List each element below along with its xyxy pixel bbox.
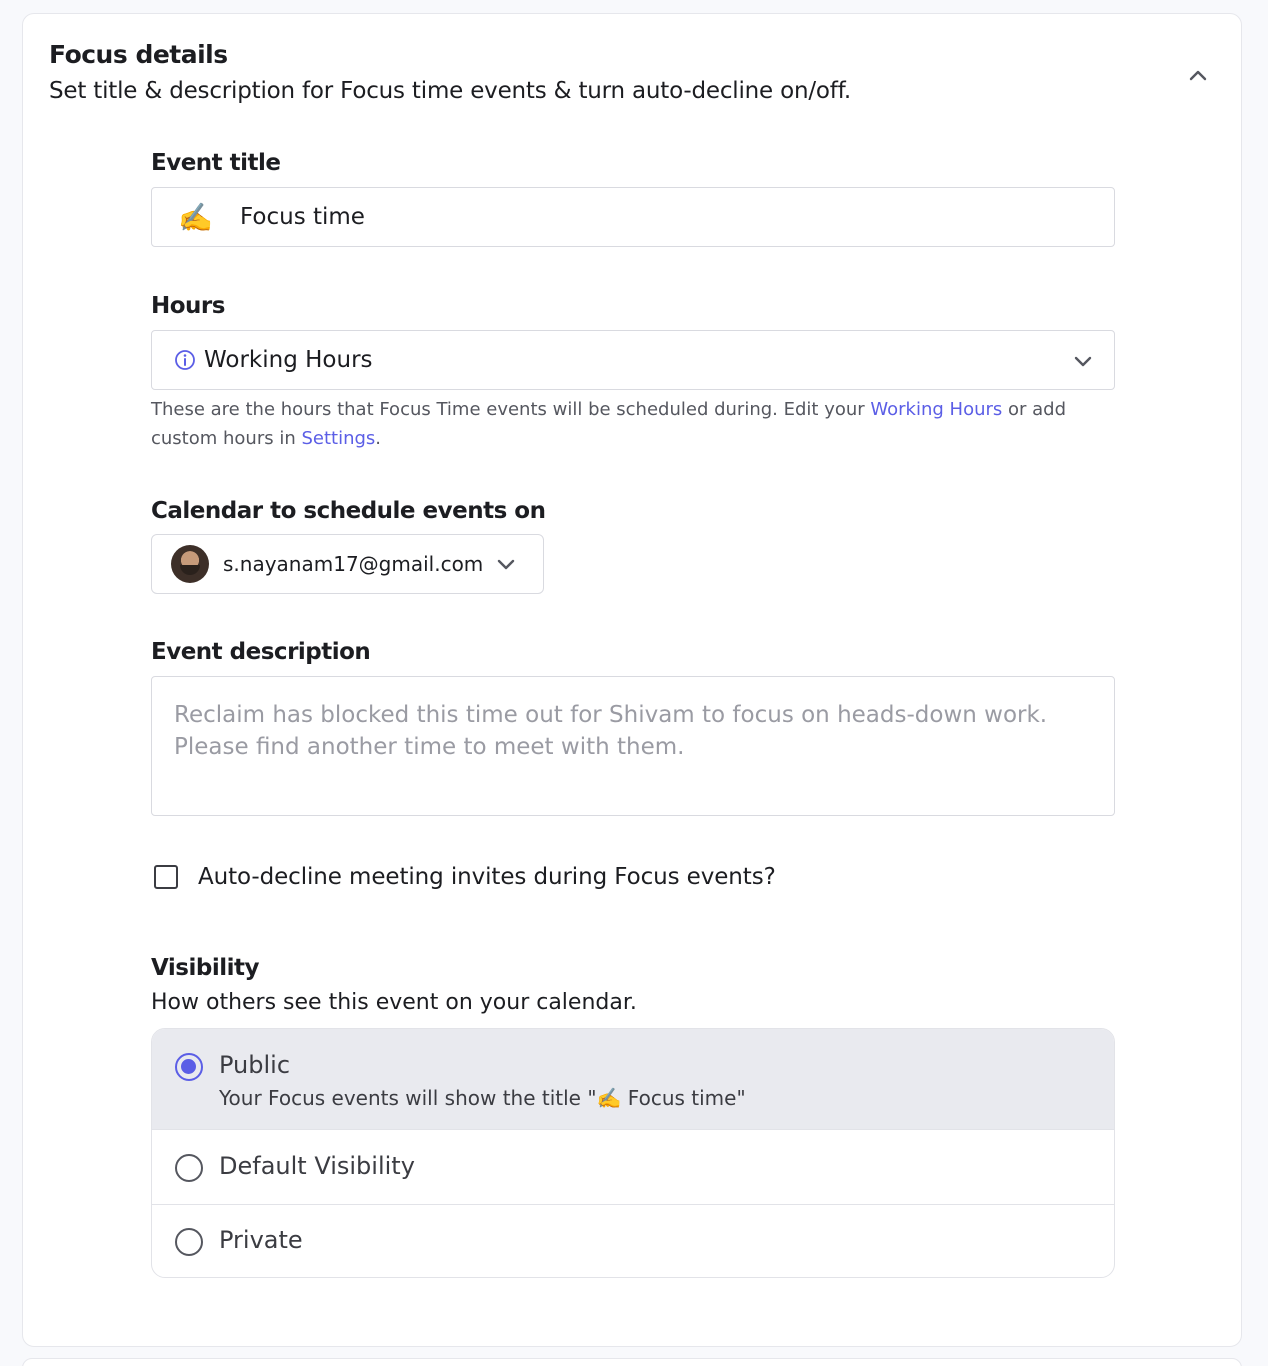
settings-link[interactable]: Settings <box>301 428 376 449</box>
hours-help-text <box>151 395 1131 453</box>
default-visibility-radio[interactable] <box>175 1154 203 1182</box>
default-visibility-label[interactable]: Default Visibility <box>219 1152 415 1180</box>
event-title-label: Event title <box>151 150 281 176</box>
visibility-option-private[interactable] <box>152 1204 1114 1278</box>
private-radio[interactable] <box>175 1228 203 1256</box>
visibility-option-public[interactable] <box>152 1029 1114 1129</box>
visibility-radio-group <box>151 1028 1115 1278</box>
visibility-option-default[interactable] <box>152 1129 1114 1204</box>
focus-details-card <box>22 13 1242 1347</box>
calendar-email: s.nayanam17@gmail.com <box>223 552 484 576</box>
info-icon <box>174 349 196 371</box>
hours-select[interactable] <box>151 330 1115 390</box>
help-suffix: . <box>375 428 382 449</box>
writing-hand-emoji[interactable]: ✍️ <box>178 200 213 234</box>
working-hours-link[interactable]: Working Hours <box>870 399 1003 420</box>
auto-decline-label[interactable]: Auto-decline meeting invites during Focus events? <box>198 864 776 890</box>
public-description: Your Focus events will show the title "✍️ Focus time" <box>219 1086 746 1110</box>
chevron-down-icon <box>495 553 517 575</box>
visibility-label: Visibility <box>151 955 259 981</box>
next-card-edge <box>22 1358 1242 1366</box>
hours-value: Working Hours <box>204 347 373 373</box>
calendar-select[interactable] <box>151 534 544 594</box>
help-middle: or add custom hours in <box>151 399 1067 449</box>
event-title-value[interactable]: Focus time <box>240 204 365 230</box>
collapse-button[interactable] <box>1183 60 1213 90</box>
help-prefix: These are the hours that Focus Time events will be scheduled during. Edit your <box>151 399 871 420</box>
description-textarea[interactable]: Reclaim has blocked this time out for Shivam to focus on heads-down work. Please find another time to meet with them. <box>151 676 1115 816</box>
description-label: Event description <box>151 639 371 665</box>
private-label[interactable]: Private <box>219 1226 303 1254</box>
calendar-label: Calendar to schedule events on <box>151 498 546 524</box>
hours-label: Hours <box>151 293 225 319</box>
visibility-subtitle: How others see this event on your calendar. <box>151 990 637 1015</box>
public-radio[interactable] <box>175 1053 203 1081</box>
auto-decline-row[interactable] <box>154 864 776 890</box>
chevron-up-icon <box>1188 68 1208 82</box>
section-title: Focus details <box>49 40 228 69</box>
public-label[interactable]: Public <box>219 1051 291 1079</box>
avatar <box>171 545 209 583</box>
chevron-down-icon <box>1072 350 1094 376</box>
section-subtitle: Set title & description for Focus time events & turn auto-decline on/off. <box>49 78 851 104</box>
auto-decline-checkbox[interactable] <box>154 865 178 889</box>
event-title-field[interactable] <box>151 187 1115 247</box>
